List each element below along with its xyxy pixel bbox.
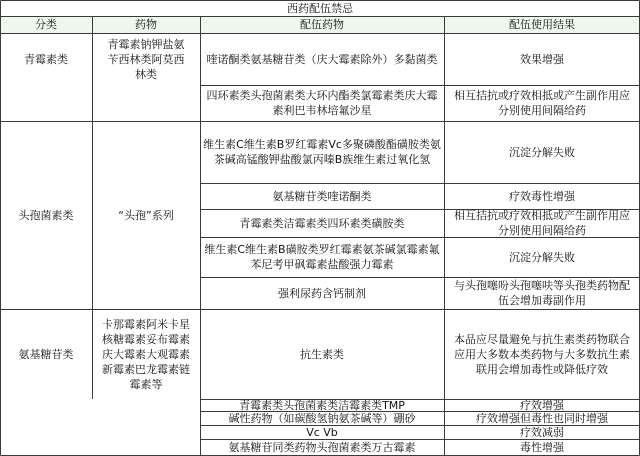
partner-cell: 维生素C维生素B罗红霉素Vc多聚磷酸酯磺胺类氨茶碱高锰酸钾盐酸氯丙嗪B族维生素过氧化氢 <box>203 138 441 166</box>
result-cell: 毒性增强 <box>520 441 564 454</box>
category-cell: 氨基糖苷类 <box>18 347 74 361</box>
partner-cell: 喹诺酮类氨基糖苷类（庆大霉素除外）多黏菌类 <box>206 52 438 66</box>
partner-cell: 碱性药物（如碳酸氢钠氨茶碱等）硼砂 <box>228 411 416 425</box>
header-result: 配伍使用结果 <box>444 16 640 33</box>
result-cell: 沉淀分解失败 <box>509 250 575 264</box>
category-cell: 青霉素类 <box>24 52 68 66</box>
partner-cell: 四环素类头孢菌素类大环内酯类氯霉素类庆大霉素利巴韦林培氟沙星 <box>206 89 438 117</box>
result-cell: 相互拮抗或疗效相抵或产生副作用应分别使用间隔给药 <box>454 89 630 117</box>
result-cell: 疗效减弱 <box>520 425 564 439</box>
partner-cell: 维生素C维生素B磺胺类罗红霉素氨茶碱氯霉素氟苯尼考甲砜霉素盐酸强力霉素 <box>204 243 440 271</box>
result-cell: 相互拮抗或疗效相抵或产生副作用应分别使用间隔给药 <box>454 209 630 237</box>
header-partner: 配伍药物 <box>200 16 444 33</box>
drug-cell: 卡那霉素阿米卡星核糖霉素妥布霉素庆大霉素大观霉素新霉素巴龙霉素链霉素等 <box>102 317 190 391</box>
result-cell: 疗效增强 <box>520 399 564 411</box>
partner-cell: 抗生素类 <box>300 347 344 361</box>
partner-cell: 强利尿药含钙制剂 <box>278 286 366 300</box>
result-cell: 与头孢噻吩头孢噻呋等头孢类药物配伍会增加毒副作用 <box>454 279 630 307</box>
drug-cell: “头孢”系列 <box>118 208 174 222</box>
header-drug: 药物 <box>92 16 200 33</box>
category-cell: 头孢菌素类 <box>18 208 74 222</box>
result-cell: 疗效毒性增强 <box>509 189 575 203</box>
partner-cell: 青霉素类洁霉素类四环素类磺胺类 <box>239 216 405 230</box>
table-title: 西药配伍禁忌 <box>0 0 640 16</box>
result-cell: 疗效增强但毒性也同时增强 <box>476 411 608 425</box>
partner-cell: 氨基糖苷类喹诺酮类 <box>272 189 372 203</box>
drug-cell: 青霉素钠钾盐氨苄西林类阿莫西林类 <box>107 37 185 81</box>
header-category: 分类 <box>0 16 92 33</box>
partner-cell: 青霉素类头孢菌素类洁霉素类TMP <box>239 399 405 411</box>
result-cell: 沉淀分解失败 <box>509 145 575 159</box>
partner-cell: 氨基糖苷同类药物头孢菌素类万古霉素 <box>228 441 416 454</box>
partner-cell: Vc Vb <box>306 425 338 439</box>
result-cell: 效果增强 <box>520 52 564 66</box>
result-cell: 本品应尽量避免与抗生素类药物联合应用大多数本类药物与大多数抗生素联用会增加毒性或降低疗效 <box>454 332 630 376</box>
